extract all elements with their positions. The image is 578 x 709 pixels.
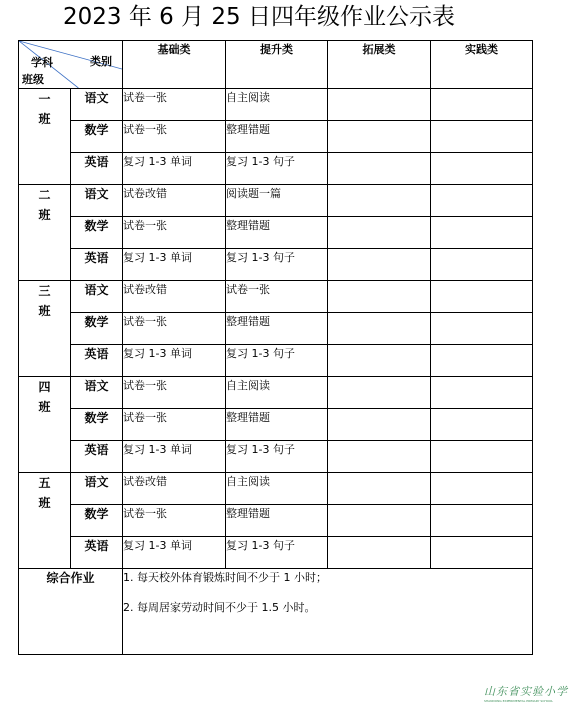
basic-homework-cell: 试卷一张 [123,89,226,121]
extended-homework-cell [328,153,431,185]
table-row [19,377,533,409]
table-row [19,121,533,153]
basic-homework-cell: 复习 1-3 单词 [123,345,226,377]
advanced-homework-cell: 自主阅读 [226,89,328,121]
table-row [19,537,533,569]
extended-homework-cell [328,121,431,153]
extended-homework-cell [328,377,431,409]
advanced-homework-cell: 整理错题 [226,121,328,153]
subject-cell: 英语 [71,537,123,569]
extended-homework-cell [328,217,431,249]
header-row [19,41,533,89]
extended-homework-cell [328,185,431,217]
extended-homework-cell [328,537,431,569]
practice-homework-cell [431,409,533,441]
basic-homework-cell: 试卷改错 [123,473,226,505]
subject-cell: 数学 [71,121,123,153]
table-row [19,409,533,441]
basic-homework-cell: 试卷一张 [123,217,226,249]
practice-homework-cell [431,473,533,505]
subject-cell: 数学 [71,505,123,537]
basic-homework-cell: 复习 1-3 单词 [123,153,226,185]
summary-item: 2. 每周居家劳动时间不少于 1.5 小时。 [123,601,316,614]
subject-cell: 数学 [71,409,123,441]
table-row [19,345,533,377]
table-row [19,249,533,281]
practice-homework-cell [431,505,533,537]
practice-homework-cell [431,249,533,281]
table-row [19,217,533,249]
basic-homework-cell: 试卷一张 [123,313,226,345]
subject-cell: 语文 [71,377,123,409]
basic-homework-cell: 试卷一张 [123,505,226,537]
class-name-cell: 一 班 [19,89,71,185]
school-logo [484,683,578,703]
basic-homework-cell: 试卷一张 [123,409,226,441]
school-logo-subtitle: SHANDONG EXPERIMENTAL PRIMARY SCHOOL [484,699,554,703]
class-name-cell: 五 班 [19,473,71,569]
subject-cell: 语文 [71,473,123,505]
practice-homework-cell [431,313,533,345]
practice-homework-cell [431,153,533,185]
school-logo-name: 山东省实验小学 [484,685,568,698]
column-header-practice: 实践类 [431,41,533,89]
advanced-homework-cell: 整理错题 [226,313,328,345]
practice-homework-cell [431,281,533,313]
advanced-homework-cell: 复习 1-3 句子 [226,441,328,473]
subject-cell: 英语 [71,153,123,185]
advanced-homework-cell: 复习 1-3 句子 [226,537,328,569]
practice-homework-cell [431,345,533,377]
subject-cell: 数学 [71,313,123,345]
basic-homework-cell: 复习 1-3 单词 [123,537,226,569]
table-row [19,281,533,313]
extended-homework-cell [328,249,431,281]
advanced-homework-cell: 复习 1-3 句子 [226,249,328,281]
practice-homework-cell [431,377,533,409]
basic-homework-cell: 试卷一张 [123,377,226,409]
subject-cell: 数学 [71,217,123,249]
advanced-homework-cell: 整理错题 [226,505,328,537]
advanced-homework-cell: 自主阅读 [226,473,328,505]
page-title: 2023 年 6 月 25 日四年级作业公示表 [63,4,455,30]
advanced-homework-cell: 试卷一张 [226,281,328,313]
practice-homework-cell [431,89,533,121]
category-label: 类别 [90,55,112,68]
table-row [19,505,533,537]
advanced-homework-cell: 整理错题 [226,409,328,441]
advanced-homework-cell: 复习 1-3 句子 [226,153,328,185]
advanced-homework-cell: 自主阅读 [226,377,328,409]
basic-homework-cell: 复习 1-3 单词 [123,249,226,281]
advanced-homework-cell: 阅读题一篇 [226,185,328,217]
column-header-basic: 基础类 [123,41,226,89]
extended-homework-cell [328,505,431,537]
extended-homework-cell [328,89,431,121]
extended-homework-cell [328,281,431,313]
practice-homework-cell [431,441,533,473]
basic-homework-cell: 试卷改错 [123,281,226,313]
basic-homework-cell: 试卷一张 [123,121,226,153]
subject-cell: 英语 [71,345,123,377]
table-row [19,313,533,345]
column-header-extended: 拓展类 [328,41,431,89]
class-name-cell: 四 班 [19,377,71,473]
practice-homework-cell [431,185,533,217]
basic-homework-cell: 复习 1-3 单词 [123,441,226,473]
table-row [19,441,533,473]
extended-homework-cell [328,345,431,377]
summary-item: 1. 每天校外体育锻炼时间不少于 1 小时； [123,571,327,584]
class-name-cell: 二 班 [19,185,71,281]
extended-homework-cell [328,441,431,473]
summary-row [19,569,533,655]
practice-homework-cell [431,537,533,569]
extended-homework-cell [328,409,431,441]
subject-cell: 英语 [71,441,123,473]
table-row [19,473,533,505]
subject-cell: 语文 [71,281,123,313]
summary-label: 综合作业 [19,569,123,655]
practice-homework-cell [431,217,533,249]
column-header-advanced: 提升类 [226,41,328,89]
class-name-cell: 三 班 [19,281,71,377]
summary-content [123,569,533,655]
subject-label: 学科 [31,56,53,69]
advanced-homework-cell: 整理错题 [226,217,328,249]
subject-cell: 语文 [71,185,123,217]
diagonal-header-cell [19,41,123,89]
subject-cell: 语文 [71,89,123,121]
table-row [19,89,533,121]
table-row [19,153,533,185]
subject-cell: 英语 [71,249,123,281]
advanced-homework-cell: 复习 1-3 句子 [226,345,328,377]
table-row [19,185,533,217]
basic-homework-cell: 试卷改错 [123,185,226,217]
extended-homework-cell [328,473,431,505]
extended-homework-cell [328,313,431,345]
practice-homework-cell [431,121,533,153]
class-label: 班级 [22,73,44,86]
homework-table [18,40,533,655]
